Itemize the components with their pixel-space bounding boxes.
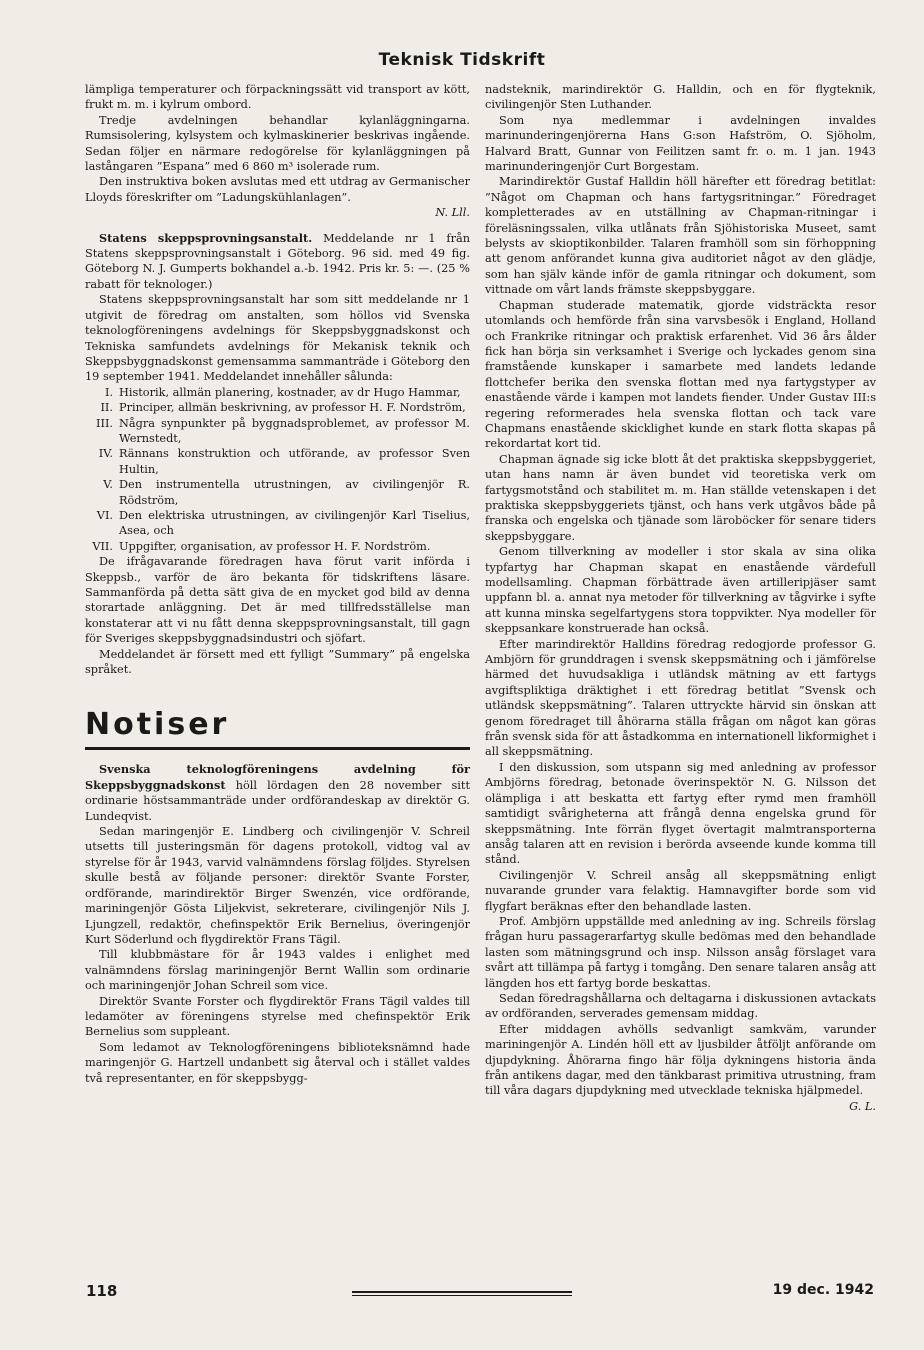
list-text: Några synpunkter på byggnadsproblemet, av professor M. Wernstedt, [119,416,470,445]
paragraph: nadsteknik, marindirektör G. Halldin, och en för flygteknik, civilingenjör Sten Luthander. [485,83,876,112]
right-column [485,82,876,1114]
journal-title: Teknisk Tidskrift [378,50,546,70]
list-number: VI. [96,508,113,522]
list-number: V. [103,478,113,492]
list-number: II. [100,401,113,415]
list-text: Uppgifter, organisation, av professor H. F. Nordström. [119,539,431,553]
issue-date: 19 dec. 1942 [772,1282,874,1298]
paragraph: Efter middagen avhölls sedvanligt samkväm, varunder mariningenjör A. Lindén höll ett av ljusbilder åtföljt anförande om djupdykning. Åhörarna fingo här följa dykningens historia ända från antikens dagar, med den tänkbarast primitiva utrustning, fram till våra dagars djupdykning med utvecklade tekniska hjälpmedel. [485,1022,876,1098]
paragraph: Marindirektör Gustaf Halldin höll härefter ett föredrag betitlat: ”Något om Chapman och hans fartygsritningar.” Föredraget kompletterades av en utställning av Chapman-ritningar i föreläsningssalen, vilka utlånats från Sjöhistoriska Museet, samt belysts av skioptikonbilder. Talaren framhöll som sin förhoppning att genom anförandet kunna giva auditoriet något av den glädje, som han själv kände inför de gamla ritningar och dokument, som vittnade om vårt lands främste skeppsbyggare. [485,175,876,297]
list-item [85,385,470,400]
list-number: IV. [98,447,113,461]
paragraph: Den instruktiva boken avslutas med ett utdrag av Germanischer Lloyds föreskrifter om ”Ladungskühlanlagen”. [85,175,470,204]
list-number: I. [104,385,113,399]
list-item [85,446,470,477]
paragraph: Statens skeppsprovningsanstalt har som sitt meddelande nr 1 utgivit de föredrag om anstalten, som höllos vid Svenska teknologföreningens avdelnings för Skeppsbyggnadskonst och Tekniska samfundets avdelnings för Mekanisk teknik och Skeppsbyggnadskonst gemensamma sammanträde i Göteborg den 19 september 1941. Meddelandet innehåller sålunda: [85,293,470,384]
paragraph: Som ledamot av Teknologföreningens biblioteksnämnd hade maringenjör G. Hartzell undanbett sig återval och i stället valdes två representanter, en för skeppsbygg- [85,1040,470,1085]
paragraph: Sedan maringenjör E. Lindberg och civilingenjör V. Schreil utsetts till justeringsmän för dagens protokoll, vidtog val av styrelse för år 1943, varvid valnämndens förslag följdes. Styrelsen skulle bestå av följande personer: direktör Svante Forster, ordförande, marindirektör Birger Swenzén, vice ordförande, mariningenjör Gösta Liljekvist, sekreterare, civilingenjör Nils J. Ljungzell, redaktör, chefinspektör Erik Bernelius, överingenjör Kurt Söderlund och flygdirektör Frans Tägil. [85,825,470,946]
signature: G. L. [849,1099,876,1113]
list-number: III. [96,416,113,430]
list-number: VII. [92,539,113,553]
footer-rule [352,1295,572,1296]
review-heading [85,231,470,293]
paragraph: I den diskussion, som utspann sig med anledning av professor Ambjörns föredrag, betonade överinspektör N. G. Nilsson det olämpliga i att beskatta ett fartyg efter rymd men framhöll samtidigt svårigheterna att frångå denna engelska grund för skeppsmätning. Inte förrän flyget övertagit malmtransporterna ansåg talaren att en revision i berörda avseende kunde komma till stånd. [485,760,876,867]
contents-list [85,385,470,554]
paragraph: Chapman ägnade sig icke blott åt det praktiska skeppsbyggeriet, utan hans namn är även bundet vid teoretiska verk om fartygsmotstånd och stabilitet m. m. Han ställde vetenskapen i det praktiska skeppsbyggeriets tjänst, och hans verk utgåvos både på franska och engelska och tjänade som läroböcker för senare tiders skeppsbyggare. [485,452,876,543]
paragraph: Efter marindirektör Halldins föredrag redogjorde professor G. Ambjörn för grunddragen i svensk skeppsmätning och i jämförelse härmed det huvudsakliga i utländsk mätning av ett fartygs avgiftspliktiga dräktighet i ett föredrag betitlat ”Svensk och utländsk skeppsmätning”. Talaren uttryckte härvid sin önskan att genom föredraget till åhörarna ställa frågan om något kan göras från svensk sida för att åstadkomma en internationell likformighet i all skeppsmätning. [485,637,876,759]
paragraph: Meddelandet är försett med ett fylligt ”Summary” på engelska språket. [85,647,470,677]
paragraph: Sedan föredragshållarna och deltagarna i diskussionen avtackats av ordföranden, serverades gemensam middag. [485,991,876,1021]
list-item [85,508,470,539]
list-item [85,400,470,415]
list-text: Rännans konstruktion och utförande, av professor Sven Hultin, [119,447,470,476]
paragraph: Civilingenjör V. Schreil ansåg all skeppsmätning enligt nuvarande grunder vara felaktig. Hamnavgifter borde som vid flygfart beräknas efter den behandlade lasten. [485,868,876,913]
page-footer [0,1282,924,1306]
list-text: Historik, allmän planering, kostnader, av dr Hugo Hammar, [119,385,461,399]
list-text: Den instrumentella utrustningen, av civilingenjör R. Rödström, [119,478,470,507]
list-item [85,416,470,447]
notice-title: Svenska teknologföreningens avdelning för Skeppsbyggnadskonst [85,762,470,792]
paragraph: Till klubbmästare för år 1943 valdes i enlighet med valnämndens förslag mariningenjör Bernt Wallin som ordinarie och mariningenjör Johan Schreil som vice. [85,948,470,993]
paragraph: Tredje avdelningen behandlar kylanläggningarna. Rumsisolering, kylsystem och kylmaskinerier beskrivas ingående. Sedan följer en närmare redogörelse för kylanläggningen på lastångaren ”Espana” med 6 860 m³ isolerade rum. [85,113,470,174]
left-column [85,82,470,1086]
notice-heading [85,762,470,824]
review-title: Statens skeppsprovningsanstalt. [99,230,313,245]
signature: N. Lll. [435,206,470,220]
paragraph: Chapman studerade matematik, gjorde vidsträckta resor utomlands och hemförde från sina varvsbesök i England, Holland och Frankrike ritningar och praktisk erfarenhet. Vid 36 års ålder fick han börja sin verksamhet i Sverige och lyckades genom sina framstående kunskaper i samarbete med landets ledande flottchefer berika den svenska flottan med nya fartygstyper av enastående värde i kampen mot landets fiender. Under Gustav III:s regering reformerades hela svenska flottan och tack vare Chapmans enastående skicklighet kunde en stark flotta skapas på rekordartat kort tid. [485,298,876,451]
page-number: 118 [86,1282,118,1300]
list-text: Den elektriska utrustningen, av civilingenjör Karl Tiselius, Asea, och [119,508,470,538]
paragraph: Direktör Svante Forster och flygdirektör Frans Tägil valdes till ledamöter av föreningens styrelse med chefinspektör Erik Bernelius som suppleant. [85,994,470,1039]
footer-rule [352,1291,572,1293]
section-title: Notiser [85,707,230,743]
paragraph: De ifrågavarande föredragen hava förut varit införda i Skeppsb., varför de äro bekanta för tidskriftens läsare. Sammanförda på detta sätt giva de en mycket god bild av denna storartade anläggning. Det är med tillfredsställelse man konstaterar att vi nu fått denna skeppsprovningsanstalt, till gagn för Sveriges skeppsbyggnadsindustri och sjöfart. [85,555,470,646]
section-rule [85,747,470,750]
review-details: Meddelande nr 1 från Statens skeppsprovningsanstalt i Göteborg. 96 sid. med 49 fig. Göteborg N. J. Gumperts bokhandel a.-b. 1942. Pris kr. 5: —. (25 % rabatt för teknologer.) [85,231,471,291]
paragraph: lämpliga temperaturer och förpackningssätt vid transport av kött, frukt m. m. i kylrum ombord. [85,83,470,112]
list-item [85,539,470,554]
paragraph: Prof. Ambjörn uppställde med anledning av ing. Schreils förslag frågan huru passagerarfartyg skulle bedömas med den behandlade lasten som mätningsgrund och insp. Nilsson ansåg förslaget vara svårt att tillämpa på fartyg i tomgång. Den senare talaren ansåg att längden hos ett fartyg borde beskattas. [485,914,876,990]
list-text: Principer, allmän beskrivning, av professor H. F. Nordström, [119,401,466,415]
notice-intro: höll lördagen den 28 november sitt ordinarie höstsammanträde under ordförandeskap av direktör G. Lundeqvist. [85,778,470,823]
paragraph: Genom tillverkning av modeller i stor skala av sina olika typfartyg har Chapman skapat en enastående värdefull modellsamling. Chapman förbättrade även artilleripjäser samt uppfann bl. a. annat nya metoder för tillverkning av tågvirke i syfte att kunna minska segelfartygens stora toppvikter. Nya modeller för skeppsankare konstruerade han också. [485,545,876,636]
paragraph: Som nya medlemmar i avdelningen invaldes marinunderingenjörerna Hans G:son Hafström, O. Sjöholm, Halvard Bratt, Gunnar von Feilitzen samt fr. o. m. 1 jan. 1943 marinunderingenjör Curt Borgestam. [485,113,876,174]
list-item [85,477,470,508]
